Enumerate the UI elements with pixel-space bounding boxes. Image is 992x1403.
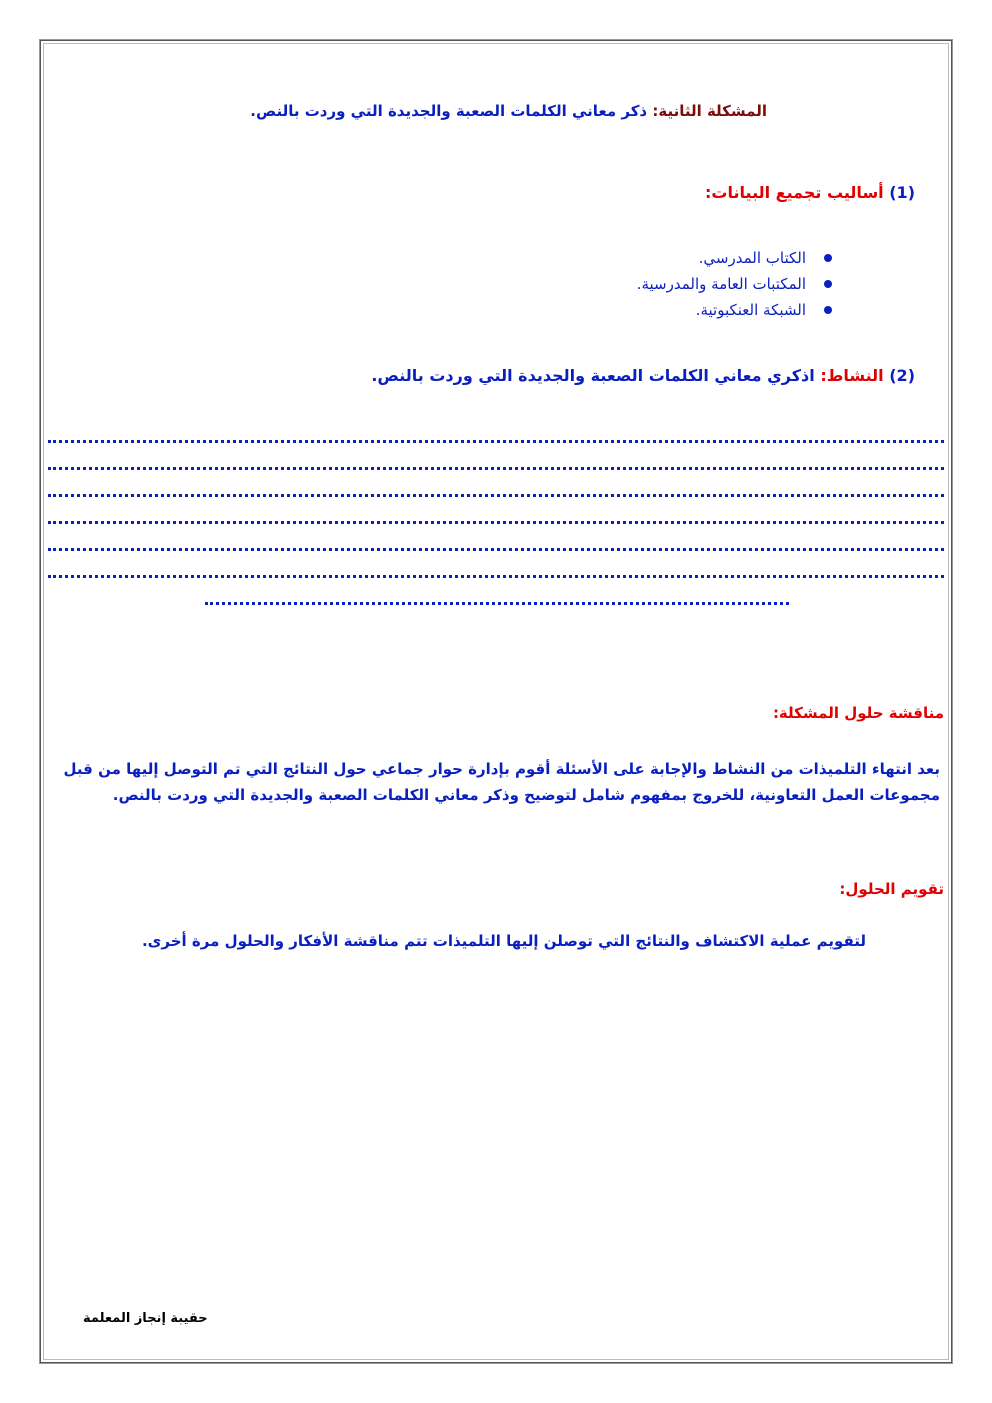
section-1-number: (1) bbox=[889, 183, 915, 202]
evaluation-heading: تقويم الحلول: bbox=[839, 880, 944, 898]
problem-title bbox=[250, 102, 767, 120]
answer-line bbox=[48, 436, 944, 443]
answer-line bbox=[48, 490, 944, 497]
section-2-title: النشاط: bbox=[820, 366, 884, 385]
list-item: الكتاب المدرسي. bbox=[637, 245, 832, 271]
problem-label: المشكلة الثانية: bbox=[652, 102, 767, 120]
section-2-text: اذكري معاني الكلمات الصعبة والجديدة التي وردت بالنص. bbox=[371, 366, 821, 385]
discussion-body: بعد انتهاء التلميذات من النشاط والإجابة على الأسئلة أقوم بإدارة حوار جماعي حول النتائج التي تم التوصل إليها من قبل مجموعات العمل التعاونية، للخروج بمفهوم شامل لتوضيح وذكر معاني الكلمات الصعبة والجديدة التي وردت بالنص. bbox=[63, 760, 940, 804]
evaluation-body: لتقويم عملية الاكتشاف والنتائج التي توصلن إليها التلميذات تتم مناقشة الأفكار والحلول مرة أخرى. bbox=[141, 932, 866, 950]
section-1-title: أساليب تجميع البيانات: bbox=[705, 183, 884, 202]
answer-line bbox=[48, 517, 944, 524]
bullet-icon bbox=[824, 280, 832, 288]
data-collection-list bbox=[637, 245, 832, 323]
answer-line bbox=[48, 463, 944, 470]
problem-text: ذكر معاني الكلمات الصعبة والجديدة التي وردت بالنص. bbox=[250, 102, 653, 120]
answer-line bbox=[205, 598, 789, 605]
answer-line bbox=[48, 544, 944, 551]
footer-text: حقيبة إنجاز المعلمة bbox=[83, 1311, 208, 1326]
section-2-heading bbox=[371, 366, 915, 385]
bullet-icon bbox=[824, 306, 832, 314]
list-item: الشبكة العنكبوتية. bbox=[637, 297, 832, 323]
answer-line bbox=[48, 571, 944, 578]
discussion-heading: مناقشة حلول المشكلة: bbox=[772, 704, 944, 722]
list-item: المكتبات العامة والمدرسية. bbox=[637, 271, 832, 297]
section-1-heading bbox=[705, 183, 915, 202]
page-border-inner bbox=[43, 43, 949, 1360]
bullet-icon bbox=[824, 254, 832, 262]
section-2-number: (2) bbox=[889, 366, 915, 385]
